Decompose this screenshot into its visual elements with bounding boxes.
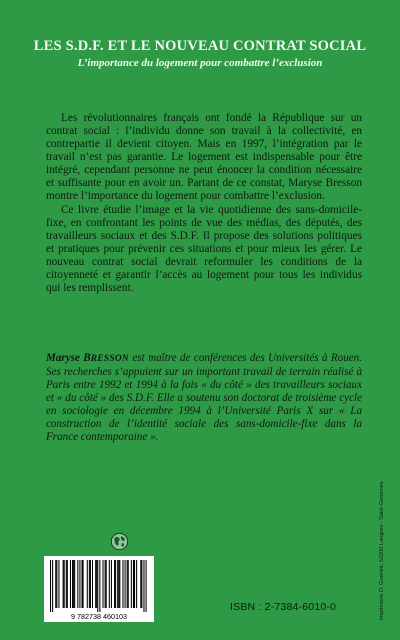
barcode-bar [133, 560, 134, 608]
barcode-bar [67, 560, 68, 608]
barcode-bar [128, 560, 129, 608]
author-name [46, 352, 129, 364]
barcode-bar [143, 560, 144, 612]
barcode-bar [117, 560, 118, 608]
barcode-number: 9 782738 460103 [71, 612, 127, 621]
barcode-bar [52, 560, 53, 612]
barcode-bar [109, 560, 110, 608]
barcode-bar [95, 560, 96, 608]
barcode-bar [119, 560, 120, 608]
author-biography [46, 352, 362, 444]
barcode-bar [83, 560, 84, 608]
barcode-bar [105, 560, 106, 608]
barcode-bar [70, 560, 71, 608]
barcode-bar [127, 560, 128, 608]
author-last-name-rest: RESSON [90, 354, 129, 364]
barcode-bar [106, 560, 107, 608]
barcode-bar [66, 560, 67, 608]
barcode-bar [96, 560, 97, 608]
barcode-bar [115, 560, 116, 608]
barcode-bar [99, 560, 100, 612]
barcode-bar [97, 560, 98, 612]
barcode-bar [50, 560, 51, 612]
barcode-bar [79, 560, 80, 608]
book-title: LES S.D.F. ET LE NOUVEAU CONTRAT SOCIAL [33, 38, 367, 54]
barcode-bar [58, 560, 59, 608]
barcode-bar [103, 560, 104, 608]
barcode-bar [90, 560, 91, 608]
barcode-bar [56, 560, 57, 608]
barcode-bar [72, 560, 73, 608]
barcode-bar [64, 560, 65, 608]
author-bio-text: est maître de conférences des Universités à Rouen. Ses recherches s’appuient sur un important travail de terrain réalisé à Paris entre 1992 et 1994 à la fois « du côté » des travailleurs sociaux et « du côté » des S.D.F. Elle a soutenu son doctorat de troisième cycle en sociologie en décembre 1994 à l’Université Paris X sur « La construction de l’identité sociale des sans-domicile-fixe dans la France contemporaine ». [46, 352, 363, 443]
barcode-bar [134, 560, 135, 608]
barcode-bar [140, 560, 141, 608]
barcode-bar [82, 560, 83, 608]
barcode-bar [131, 560, 132, 608]
barcode-bar [63, 560, 64, 608]
isbn: ISBN : 2-7384-6010-0 [230, 601, 337, 613]
barcode-bar [136, 560, 137, 608]
barcode-bar [125, 560, 126, 608]
barcode [44, 556, 154, 622]
barcode-bar [118, 560, 119, 608]
printer-imprint: Imprimerie D. Guéniot, 52200 Langres - Saint-Geosmes [379, 481, 385, 620]
barcode-bar [122, 560, 123, 608]
barcode-bar [111, 560, 112, 608]
barcode-bar [114, 560, 115, 608]
barcode-bar [146, 560, 147, 612]
book-subtitle: L’importance du logement pour combattre l’exclusion [77, 57, 323, 69]
barcode-bar [89, 560, 90, 608]
barcode-bar [92, 560, 93, 608]
author-last-initial: B [83, 352, 91, 364]
barcode-bar [74, 560, 75, 608]
barcode-bar [141, 560, 142, 608]
barcode-bar [87, 560, 88, 608]
summary-paragraph-1: Les révolutionnaires français ont fondé la République sur un contrat social : l’individu donne son travail à la collectivité, en contrepartie il devient citoyen. Mais en 1997, l’intégration par le travail n’est pas garantie. Le logement est indispensable pour être intégré, cependant personne ne peut énoncer la condition nécessaire et suffisante pour en avoir un. Partant de ce constat, Maryse Bresson montre l’importance du logement pour combattre l’exclusion. [46, 112, 362, 202]
barcode-bar [77, 560, 78, 608]
author-first-name: Maryse [46, 352, 84, 364]
barcode-bar [55, 560, 56, 608]
barcode-bar [73, 560, 74, 608]
publisher-globe-logo [110, 532, 129, 551]
summary-paragraph-2: Ce livre étudie l’image et la vie quotidienne des sans-domicile-fixe, en confrontant les points de vue des médias, des députés, des travailleurs sociaux et des S.D.F. Il propose des solutions politiques et pratiques pour prévenir ces situations et pour mieux les gérer. Le nouveau contrat social devrait reformuler les conditions de la citoyenneté et garantir l’accès au logement pour tous les individus qui les remplissent. [46, 204, 362, 294]
